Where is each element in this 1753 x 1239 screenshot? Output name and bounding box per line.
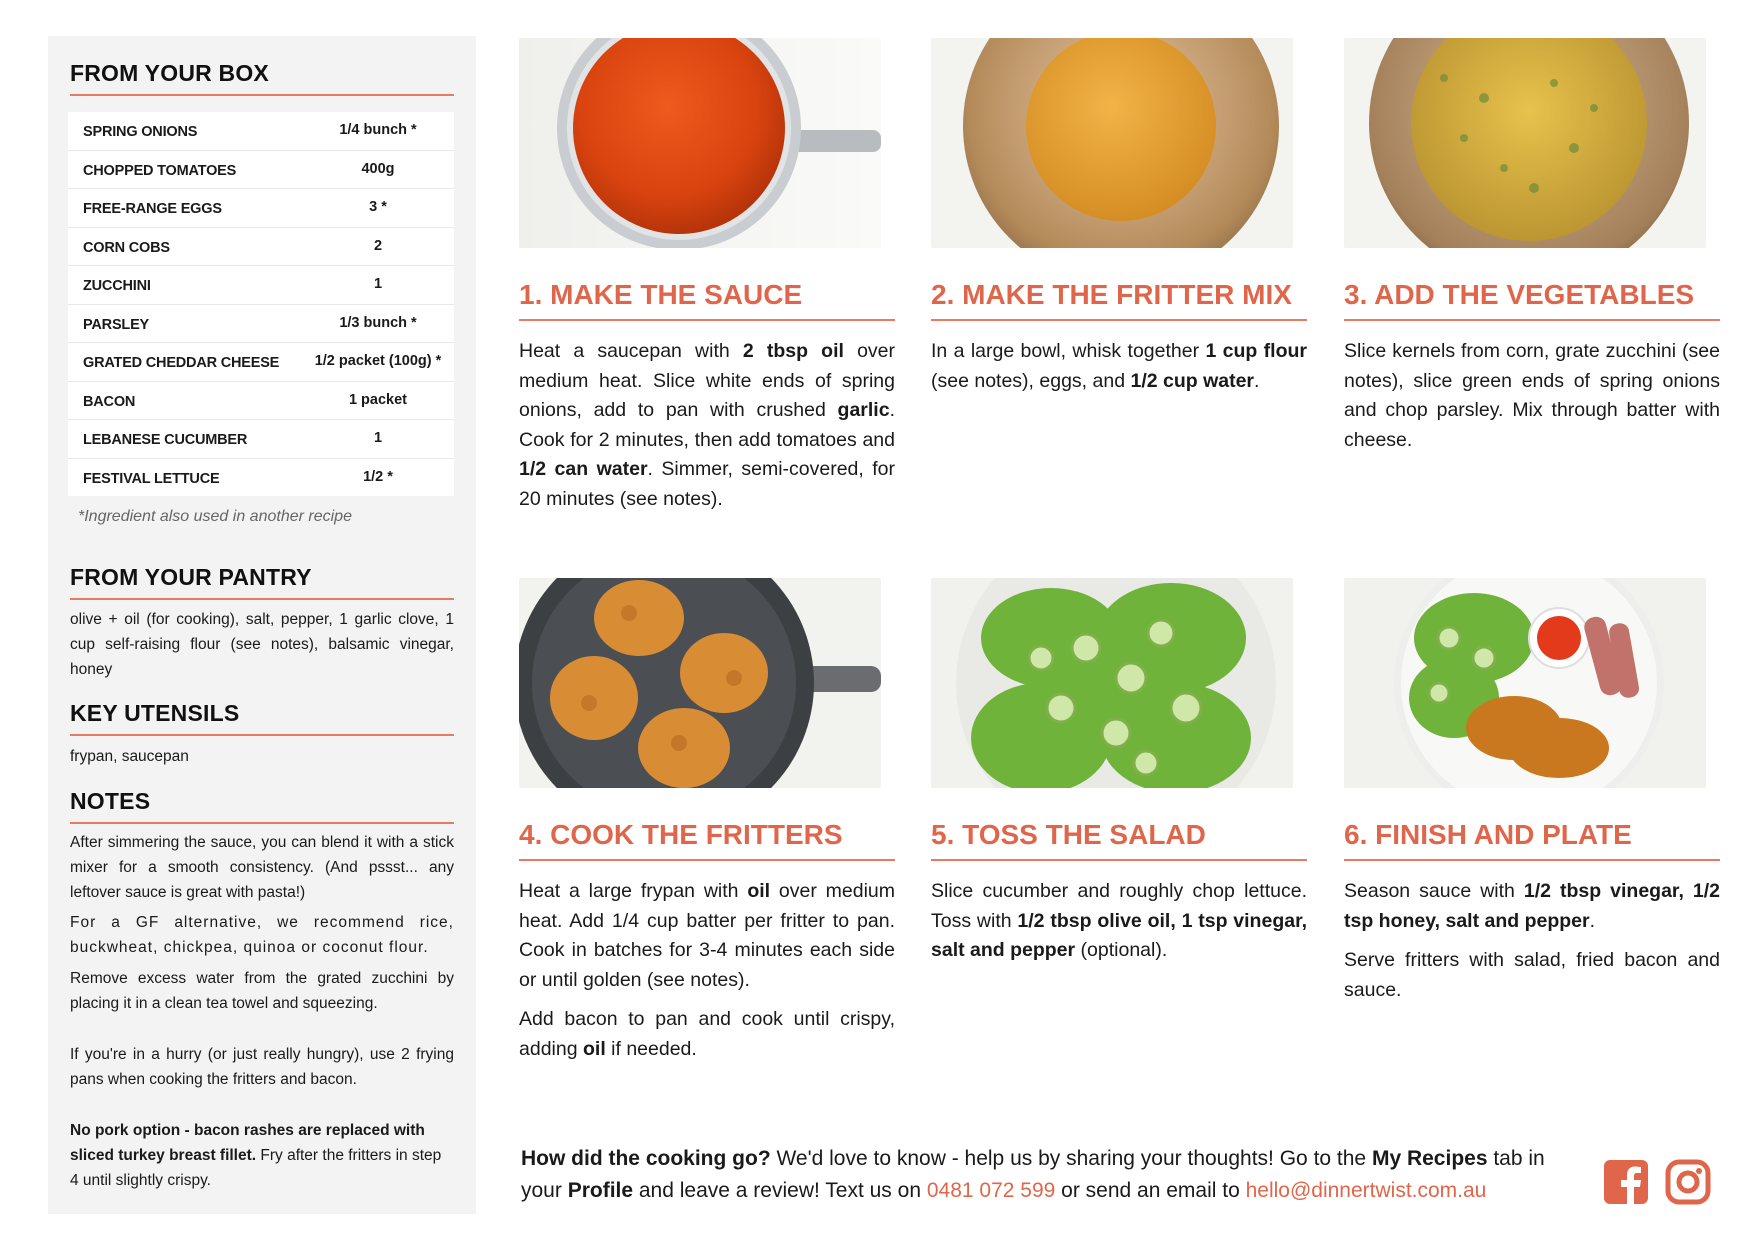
ingredient-name: FREE-RANGE EGGS [83, 201, 222, 217]
utensils-heading: KEY UTENSILS [70, 700, 454, 736]
ingredient-row [68, 343, 454, 382]
footer-question: How did the cooking go? [521, 1147, 771, 1170]
ingredient-row [68, 382, 454, 421]
feedback-footer: How did the cooking go? We'd love to know - help us by sharing your thoughts! Go to the My Recipes tab in your Profile and leave a review! Text us on 0481 072 599 or send an email to hello@dinnertwist.com.au [521, 1147, 1545, 1202]
ingredient-qty: 1/2 packet (100g) * [314, 353, 442, 369]
step-1-text: Heat a saucepan with 2 tbsp oil over medium heat. Slice white ends of spring onions, add to pan with crushed garlic. Cook for 2 minutes, then add tomatoes and 1/2 can water. Simmer, semi-covered, for 20 minutes (see notes). [519, 340, 896, 510]
ingredient-name: ZUCCHINI [83, 278, 151, 294]
step-3-title: 3. ADD THE VEGETABLES [1344, 279, 1720, 321]
note-5-rest: Fry after the fritters in step 4 until slightly crispy. [70, 1147, 442, 1189]
ingredient-qty: 2 [373, 237, 383, 254]
ingredient-qty: 1/2 * [363, 468, 393, 485]
utensils-text: frypan, saucepan [70, 748, 189, 765]
ingredient-name: SPRING ONIONS [83, 124, 198, 140]
note-5-bold: No pork option - bacon rashes are replaced with sliced turkey breast fillet. [70, 1122, 425, 1164]
facebook-icon[interactable] [1603, 1159, 1649, 1205]
note-1: After simmering the sauce, you can blend it with a stick mixer for a smooth consistency. (And pssst... any leftover sauce is great with pasta!) [70, 834, 454, 901]
ingredient-qty: 1/3 bunch * [339, 314, 417, 331]
ingredient-name: LEBANESE CUCUMBER [83, 432, 248, 448]
note-4: If you're in a hurry (or just really hungry), use 2 frying pans when cooking the fritters and bacon. [70, 1046, 454, 1088]
ingredient-name: PARSLEY [83, 316, 150, 333]
salad-photo [931, 578, 1293, 788]
pantry-heading: FROM YOUR PANTRY [70, 564, 454, 600]
ingredient-row [68, 228, 454, 267]
saucepan-photo [519, 38, 881, 248]
step-6-text: Season sauce with 1/2 tbsp vinegar, 1/2 tsp honey, salt and pepper. Serve fritters with salad, fried bacon and sauce. [1344, 880, 1720, 1001]
ingredient-qty: 1 [373, 430, 383, 446]
ingredient-qty: 1 packet [348, 391, 408, 408]
step-5-text: Slice cucumber and roughly chop lettuce. Toss with 1/2 tbsp olive oil, 1 tsp vinegar, salt and pepper (optional). [931, 880, 1308, 961]
step-2-title: 2. MAKE THE FRITTER MIX [931, 279, 1307, 321]
ingredient-row [68, 189, 454, 228]
instagram-icon[interactable] [1665, 1159, 1711, 1205]
step-2-text: In a large bowl, whisk together 1 cup flour (see notes), eggs, and 1/2 cup water. [931, 340, 1308, 392]
ingredient-qty: 1/4 bunch * [339, 122, 417, 138]
step-3-text: Slice kernels from corn, grate zucchini (see notes), slice green ends of spring onions and chop parsley. Mix through batter with cheese. [1344, 340, 1720, 451]
plated-dish-photo [1344, 578, 1706, 788]
note-2: For a GF alternative, we recommend rice, buckwheat, chickpea, quinoa or coconut flour. [70, 914, 454, 956]
ingredient-qty: 1 [373, 276, 383, 292]
step-4-text: Heat a large frypan with oil over medium heat. Add 1/4 cup batter per fritter to pan. Cook in batches for 3-4 minutes each side or until golden (see notes). Add bacon to pan and cook until crispy, adding oil if needed. [519, 880, 896, 1060]
profile-link[interactable]: Profile [567, 1179, 634, 1202]
ingredient-row [68, 112, 454, 151]
ingredients-sidebar [48, 36, 476, 1214]
step-6-title: 6. FINISH AND PLATE [1344, 819, 1720, 861]
vegetable-mix-photo [1344, 38, 1706, 248]
ingredient-row [68, 266, 454, 305]
ingredient-row [68, 151, 454, 190]
ingredient-name: CHOPPED TOMATOES [83, 162, 237, 179]
step-1-title: 1. MAKE THE SAUCE [519, 279, 895, 321]
frypan-fritters-photo [519, 578, 881, 788]
note-3: Remove excess water from the grated zucchini by placing it in a clean tea towel and squeezing. [70, 970, 454, 1012]
ingredient-name: BACON [83, 393, 136, 410]
ingredients-table [68, 112, 454, 496]
email-link[interactable]: hello@dinnertwist.com.au [1245, 1179, 1487, 1202]
ingredient-row [68, 459, 454, 497]
ingredient-footnote: *Ingredient also used in another recipe [78, 508, 352, 525]
ingredient-row [68, 305, 454, 344]
ingredient-qty: 400g [361, 160, 395, 177]
note-5 [70, 1118, 454, 1193]
my-recipes-link[interactable]: My Recipes [1371, 1147, 1488, 1170]
box-heading: FROM YOUR BOX [70, 60, 454, 96]
step-5-title: 5. TOSS THE SALAD [931, 819, 1307, 861]
fritter-batter-photo [931, 38, 1293, 248]
notes-heading: NOTES [70, 788, 454, 824]
phone-link[interactable]: 0481 072 599 [926, 1179, 1056, 1202]
pantry-text: olive + oil (for cooking), salt, pepper, 1 garlic clove, 1 cup self-raising flour (see notes), balsamic vinegar, honey [70, 611, 454, 678]
ingredient-name: FESTIVAL LETTUCE [83, 470, 220, 487]
ingredient-qty: 3 * [369, 199, 387, 215]
step-4-title: 4. COOK THE FRITTERS [519, 819, 895, 861]
ingredient-name: CORN COBS [83, 239, 170, 256]
ingredient-row [68, 420, 454, 459]
ingredient-name: GRATED CHEDDAR CHEESE [83, 355, 280, 371]
